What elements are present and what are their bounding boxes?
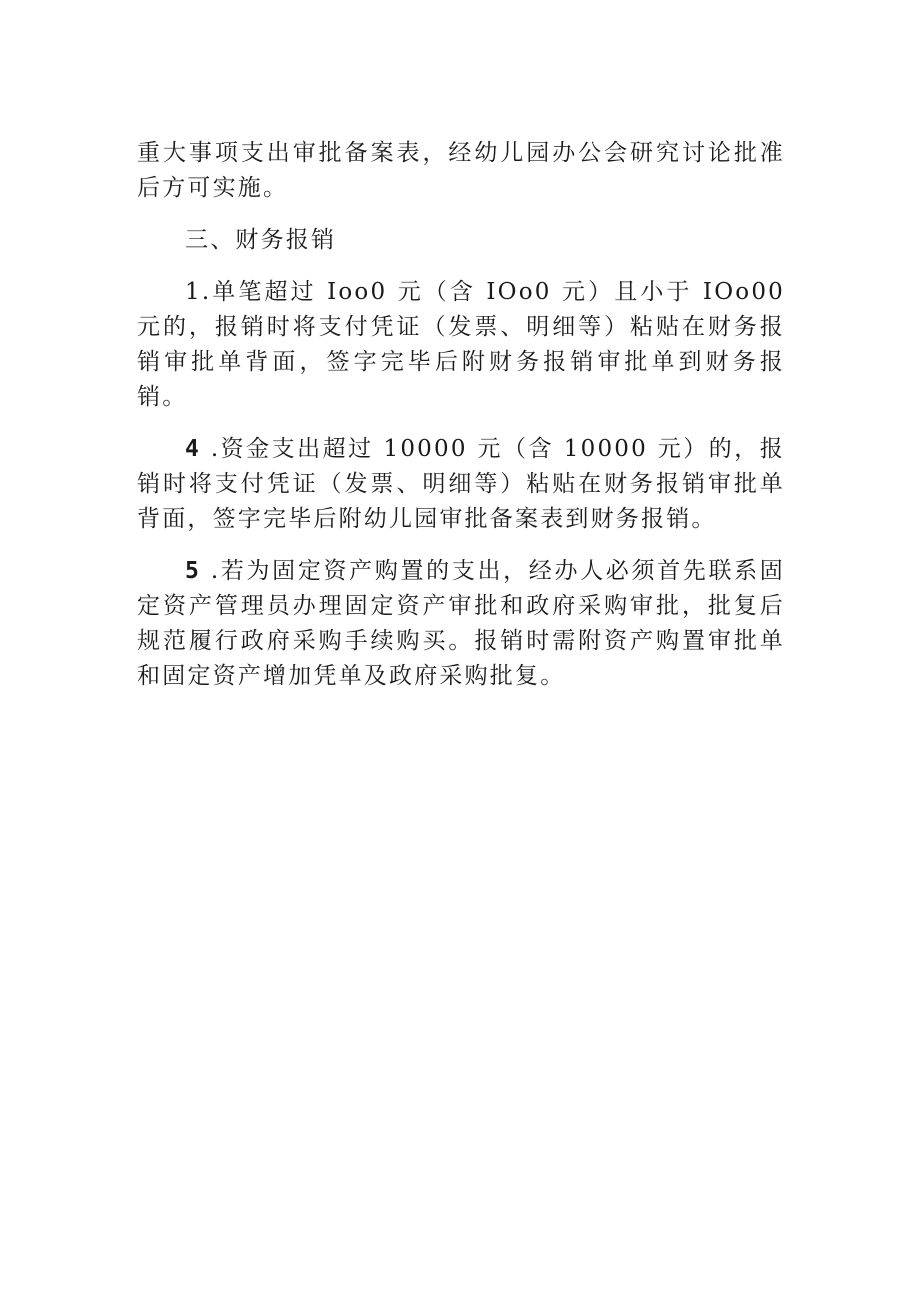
section-heading	[137, 223, 785, 258]
list-item-number: 4	[185, 436, 199, 462]
list-item-text: .若为固定资产购置的支出，经办人必须首先联系固定资产管理员办理固定资产审批和政府采购审批，批复后规范履行政府采购手续购买。报销时需附资产购置审批单和固定资产增加凭单及政府采购批复。	[137, 558, 785, 689]
paragraph-continuation	[137, 136, 785, 206]
list-item-text: .资金支出超过 10000 元（含 10000 元）的，报销时将支付凭证（发票、明细等）粘贴在财务报销审批单背面，签字完毕后附幼儿园审批备案表到财务报销。	[137, 436, 785, 532]
list-item-1	[137, 275, 785, 415]
list-item-number: 5	[185, 558, 199, 584]
section-heading-text: 三、财务报销	[185, 227, 337, 253]
list-item-5	[137, 554, 785, 694]
list-item-4	[137, 432, 785, 537]
list-item-number: 1.	[185, 279, 212, 305]
list-item-text: 单笔超过 Ioo0 元（含 IOo0 元）且小于 IOo00 元的，报销时将支付凭证（发票、明细等）粘贴在财务报销审批单背面，签字完毕后附财务报销审批单到财务报销。	[137, 279, 785, 410]
document-body	[137, 136, 785, 694]
paragraph-text: 重大事项支出审批备案表，经幼儿园办公会研究讨论批准后方可实施。	[137, 140, 785, 201]
